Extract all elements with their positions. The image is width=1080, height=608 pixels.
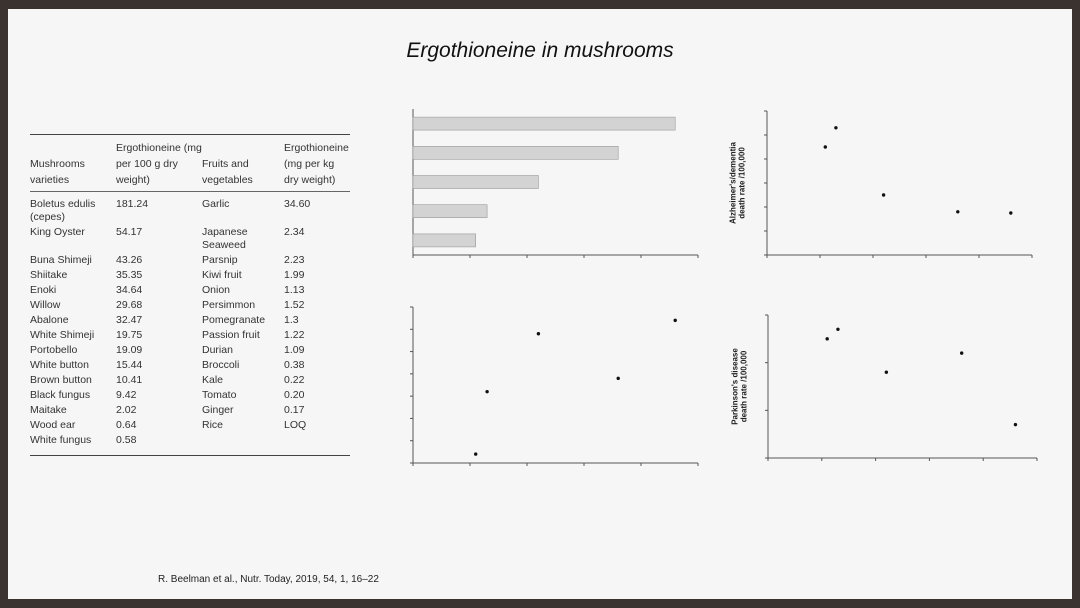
table-header: Fruits and vegetables (202, 158, 253, 186)
mushroom-name-cell: Shiitake (30, 269, 68, 281)
produce-value-cell: 0.17 (284, 404, 305, 416)
mushroom-value-cell: 34.64 (116, 284, 143, 296)
table-header: Mushrooms varieties (30, 158, 85, 186)
bar (413, 176, 538, 189)
mushroom-name-cell: Buna Shimeji (30, 254, 92, 266)
table-header: Ergothioneine (mg per kg dry weight) (284, 142, 349, 186)
citation: R. Beelman et al., Nutr. Today, 2019, 54, 1, 16–22 (158, 574, 379, 585)
produce-name-cell: Kiwi fruit (202, 269, 242, 281)
produce-name-cell: Japanese Seaweed (202, 226, 248, 251)
mushroom-name-cell: Wood ear (30, 419, 76, 431)
mushroom-value-cell: 0.64 (116, 419, 137, 431)
mushroom-value-cell: 10.41 (116, 374, 143, 386)
produce-name-cell: Broccoli (202, 359, 240, 371)
mushroom-name-cell: Maitake (30, 404, 67, 416)
slide (8, 9, 1072, 599)
data-point (834, 126, 837, 129)
y-axis-label-line: death rate /100,000 (737, 147, 747, 219)
data-point (825, 337, 828, 340)
produce-name-cell: Tomato (202, 389, 237, 401)
bar (413, 234, 476, 247)
y-axis-label (730, 348, 748, 425)
data-point (1009, 211, 1012, 214)
produce-value-cell: 1.22 (284, 329, 305, 341)
produce-name-cell: Garlic (202, 198, 230, 210)
y-axis-label-line: death rate /100,000 (739, 350, 749, 423)
mushroom-value-cell: 15.44 (116, 359, 143, 371)
bar (413, 117, 675, 130)
produce-value-cell: 34.60 (284, 198, 311, 210)
charts-canvas (8, 9, 1072, 599)
data-point (836, 328, 839, 331)
data-point (956, 210, 959, 213)
produce-value-cell: 1.52 (284, 299, 305, 311)
data-point (474, 452, 477, 455)
produce-name-cell: Durian (202, 344, 233, 356)
mushroom-value-cell: 9.42 (116, 389, 137, 401)
data-point (537, 332, 540, 335)
data-point (960, 351, 963, 354)
produce-value-cell: 1.09 (284, 344, 305, 356)
mushroom-value-cell: 54.17 (116, 226, 143, 238)
produce-value-cell: 2.23 (284, 254, 305, 266)
bar (413, 146, 618, 159)
mushroom-value-cell: 29.68 (116, 299, 143, 311)
data-point (824, 145, 827, 148)
data-point (885, 371, 888, 374)
data-point (882, 193, 885, 196)
produce-value-cell: 1.99 (284, 269, 305, 281)
mushroom-name-cell: Brown button (30, 374, 92, 386)
produce-name-cell: Passion fruit (202, 329, 260, 341)
table-header: Ergothioneine (mg per 100 g dry weight) (116, 142, 202, 186)
slide-title: Ergothioneine in mushrooms (406, 39, 674, 62)
mushroom-name-cell: Enoki (30, 284, 57, 296)
mushroom-name-cell: Boletus edulis (cepes) (30, 198, 96, 223)
mushroom-name-cell: White fungus (30, 434, 92, 446)
mushroom-name-cell: Willow (30, 299, 61, 311)
produce-value-cell: 0.20 (284, 389, 305, 401)
mushroom-name-cell: White Shimeji (30, 329, 95, 341)
data-point (485, 390, 488, 393)
mushroom-value-cell: 43.26 (116, 254, 143, 266)
mushroom-value-cell: 19.75 (116, 329, 143, 341)
mushroom-name-cell: King Oyster (30, 226, 85, 238)
produce-value-cell: 1.13 (284, 284, 305, 296)
data-point (617, 377, 620, 380)
produce-name-cell: Pomegranate (202, 314, 266, 326)
produce-value-cell: 0.38 (284, 359, 305, 371)
mushroom-name-cell: Portobello (30, 344, 78, 356)
mushroom-name-cell: Abalone (30, 314, 69, 326)
produce-name-cell: Onion (202, 284, 231, 296)
produce-name-cell: Parsnip (202, 254, 238, 266)
produce-value-cell: LOQ (284, 419, 307, 431)
mushroom-value-cell: 32.47 (116, 314, 143, 326)
mushroom-name-cell: White button (30, 359, 89, 371)
produce-value-cell: 1.3 (284, 314, 299, 326)
mushroom-value-cell: 35.35 (116, 269, 143, 281)
mushroom-value-cell: 181.24 (116, 198, 149, 210)
data-point (674, 319, 677, 322)
produce-value-cell: 2.34 (284, 226, 305, 238)
y-axis-label (728, 141, 746, 223)
produce-name-cell: Rice (202, 419, 224, 431)
mushroom-value-cell: 19.09 (116, 344, 143, 356)
produce-name-cell: Persimmon (202, 299, 256, 311)
produce-name-cell: Kale (202, 374, 224, 386)
bar (413, 205, 487, 218)
mushroom-value-cell: 0.58 (116, 434, 137, 446)
y-axis-label-line: Alzheimer's/dementia (728, 142, 738, 224)
mushroom-value-cell: 2.02 (116, 404, 137, 416)
mushroom-name-cell: Black fungus (30, 389, 91, 401)
y-axis-label-line: Parkinson's disease (730, 348, 740, 425)
produce-value-cell: 0.22 (284, 374, 305, 386)
produce-name-cell: Ginger (202, 404, 234, 416)
data-point (1014, 423, 1017, 426)
